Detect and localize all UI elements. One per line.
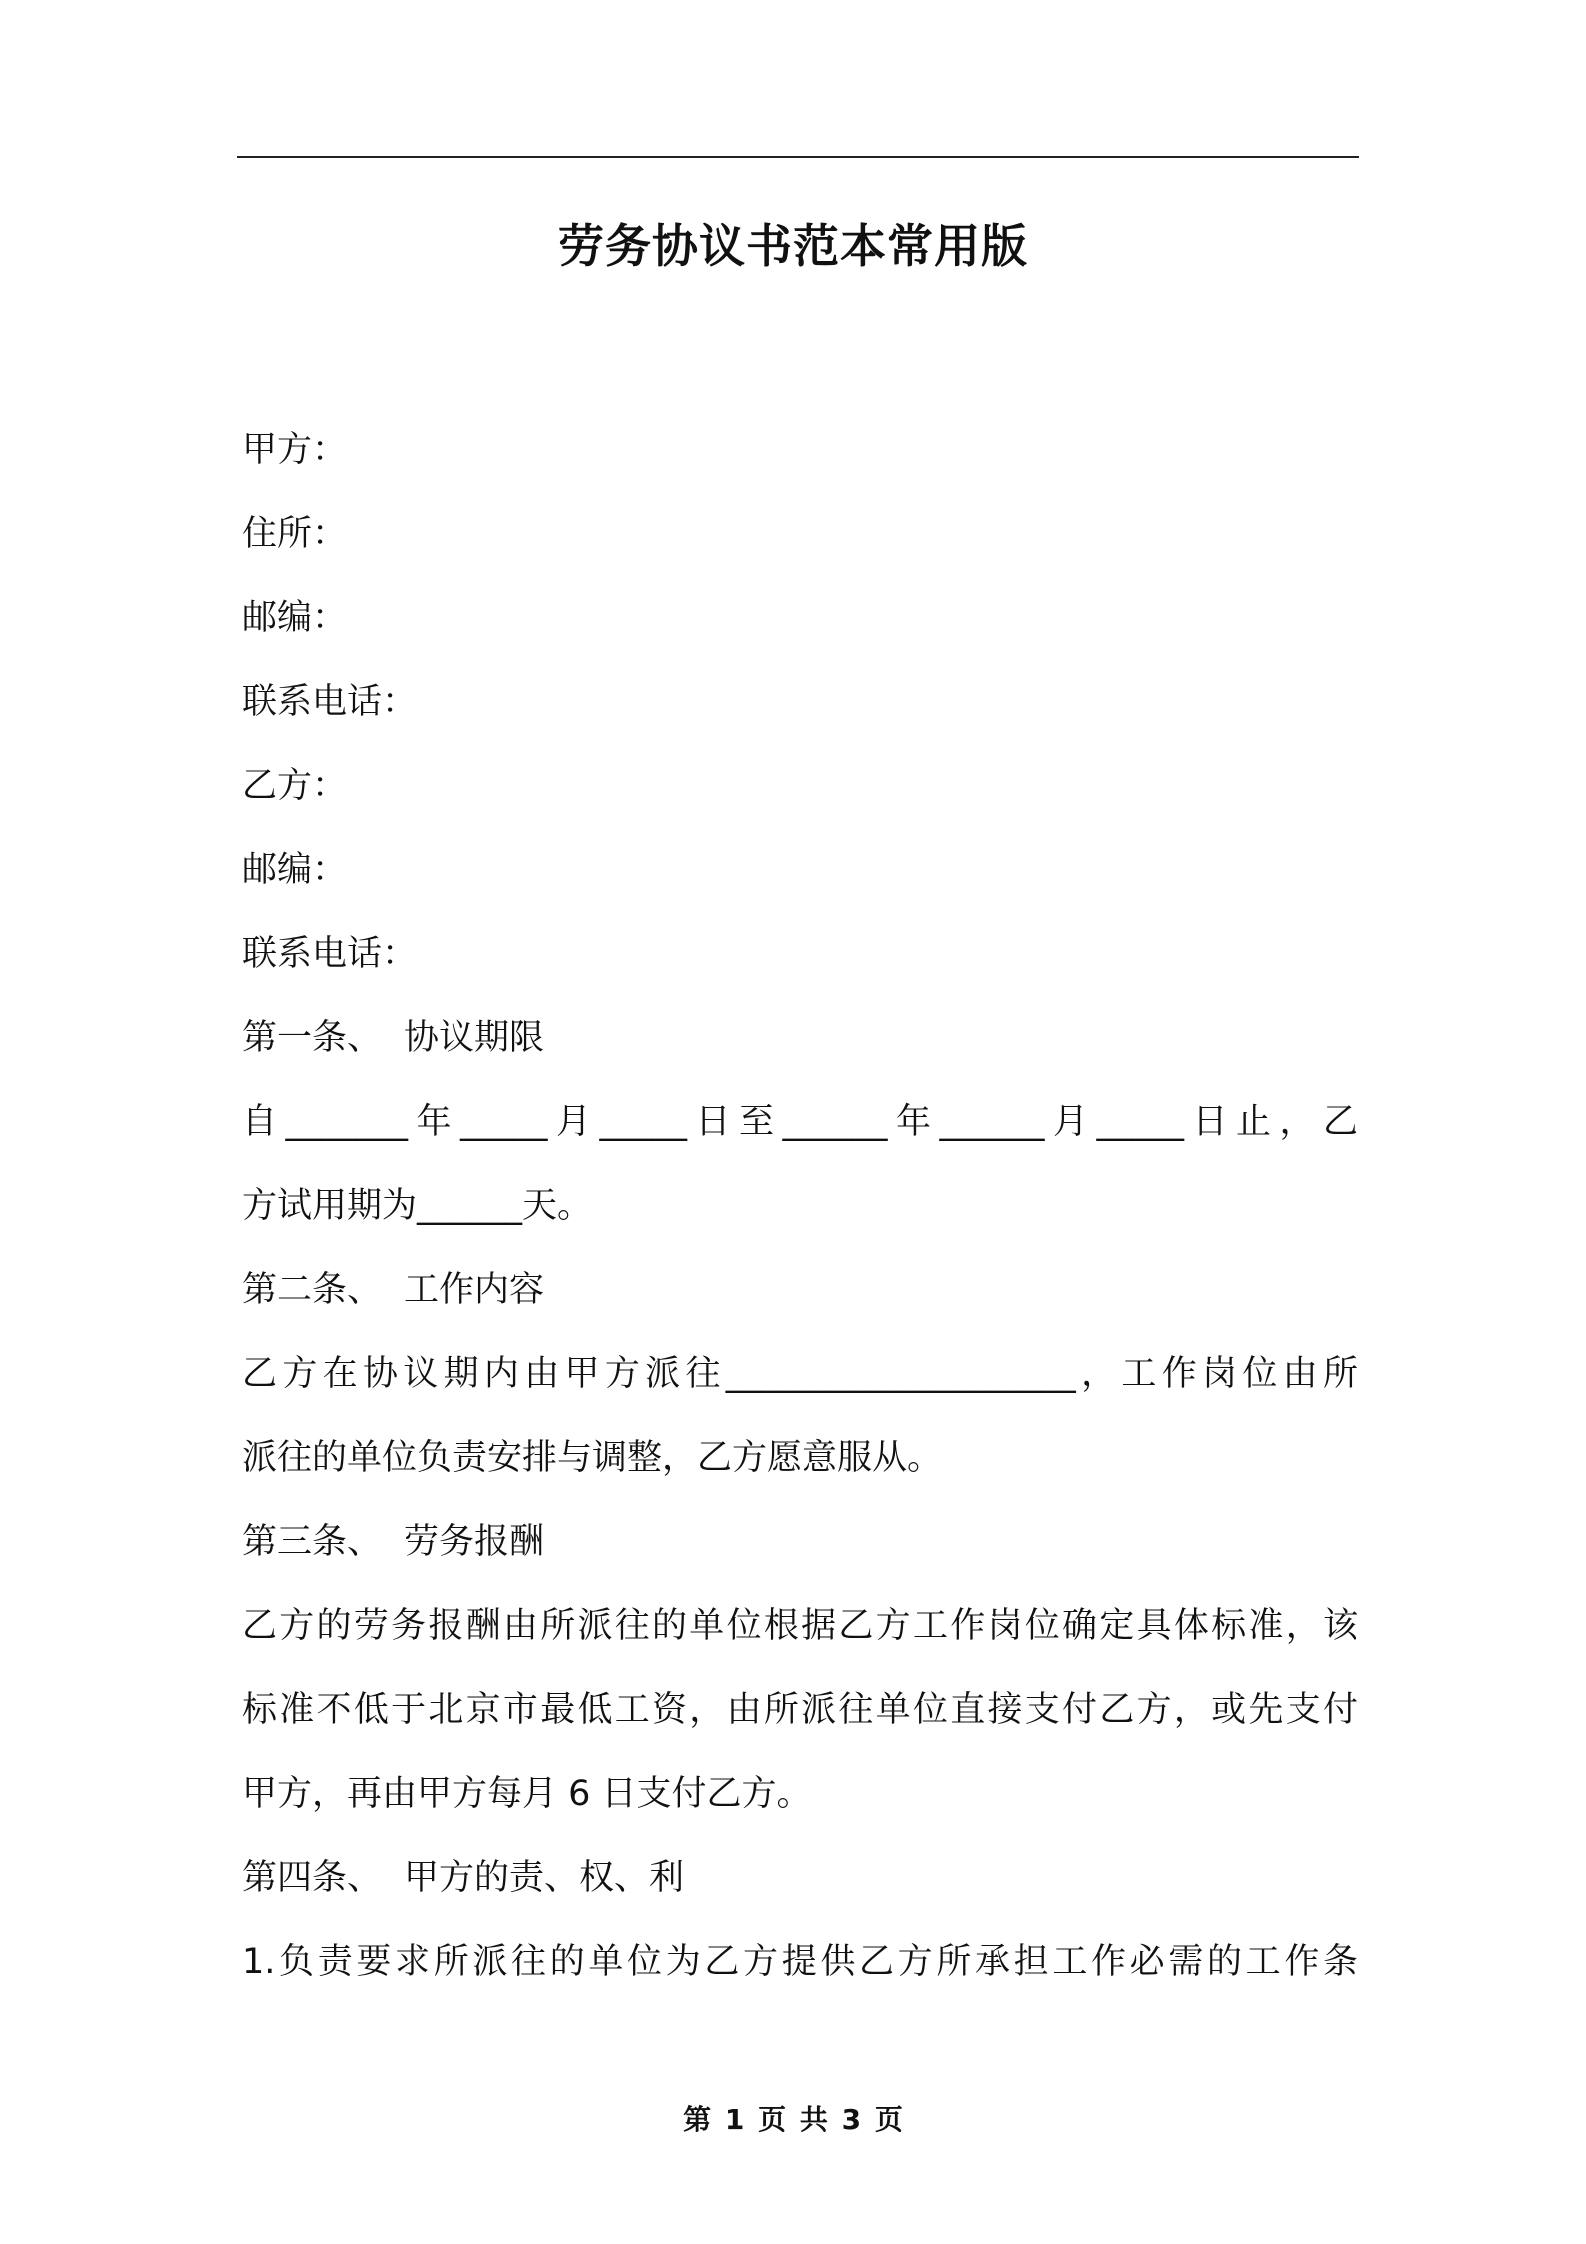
article-number: 第三条、 [242, 1522, 383, 1562]
article-title: 协议期限 [404, 1018, 545, 1058]
article-number: 第一条、 [242, 1018, 383, 1058]
article-number: 第四条、 [242, 1858, 383, 1898]
article-text-line: 标准不低于北京市最低工资，由所派往单位直接支付乙方，或先支付 [242, 1690, 1358, 1730]
article-heading [242, 1248, 1358, 1332]
party-b-phone-label: 联系电话： [242, 934, 418, 974]
article-title: 工作内容 [404, 1270, 545, 1310]
article-text-line: 甲方，再由甲方每月 6 日支付乙方。 [242, 1774, 812, 1814]
page-number-footer: 第 1 页 共 3 页 [683, 2103, 903, 2136]
article-title: 劳务报酬 [404, 1522, 545, 1562]
party-a-phone-label: 联系电话： [242, 682, 418, 722]
article-text-line: 1.负责要求所派往的单位为乙方提供乙方所承担工作必需的工作条 [242, 1942, 1358, 1982]
article-text-line: 自_______年_____月_____日至______年______月_____日止，乙 [242, 1102, 1358, 1142]
header-rule [237, 156, 1359, 158]
article-title: 甲方的责、权、利 [404, 1858, 685, 1898]
party-a-postcode-label: 邮编： [242, 598, 348, 638]
article-number: 第二条、 [242, 1270, 383, 1310]
article-heading [242, 1836, 1358, 1920]
article-text-line: 乙方的劳务报酬由所派往的单位根据乙方工作岗位确定具体标准，该 [242, 1606, 1358, 1646]
article-heading [242, 1500, 1358, 1584]
article-text-line: 派往的单位负责安排与调整，乙方愿意服从。 [242, 1438, 943, 1478]
party-a-address-label: 住所： [242, 514, 348, 554]
party-b-postcode-label: 邮编： [242, 850, 348, 890]
document-title: 劳务协议书范本常用版 [558, 219, 1028, 273]
article-text-line: 方试用期为______天。 [242, 1186, 593, 1226]
article-text-line: 乙方在协议期内由甲方派往____________________，工作岗位由所 [242, 1354, 1358, 1394]
article-heading [242, 996, 1358, 1080]
party-a-name-label: 甲方： [242, 430, 348, 470]
document-body [242, 408, 1358, 2004]
party-b-name-label: 乙方： [242, 766, 348, 806]
